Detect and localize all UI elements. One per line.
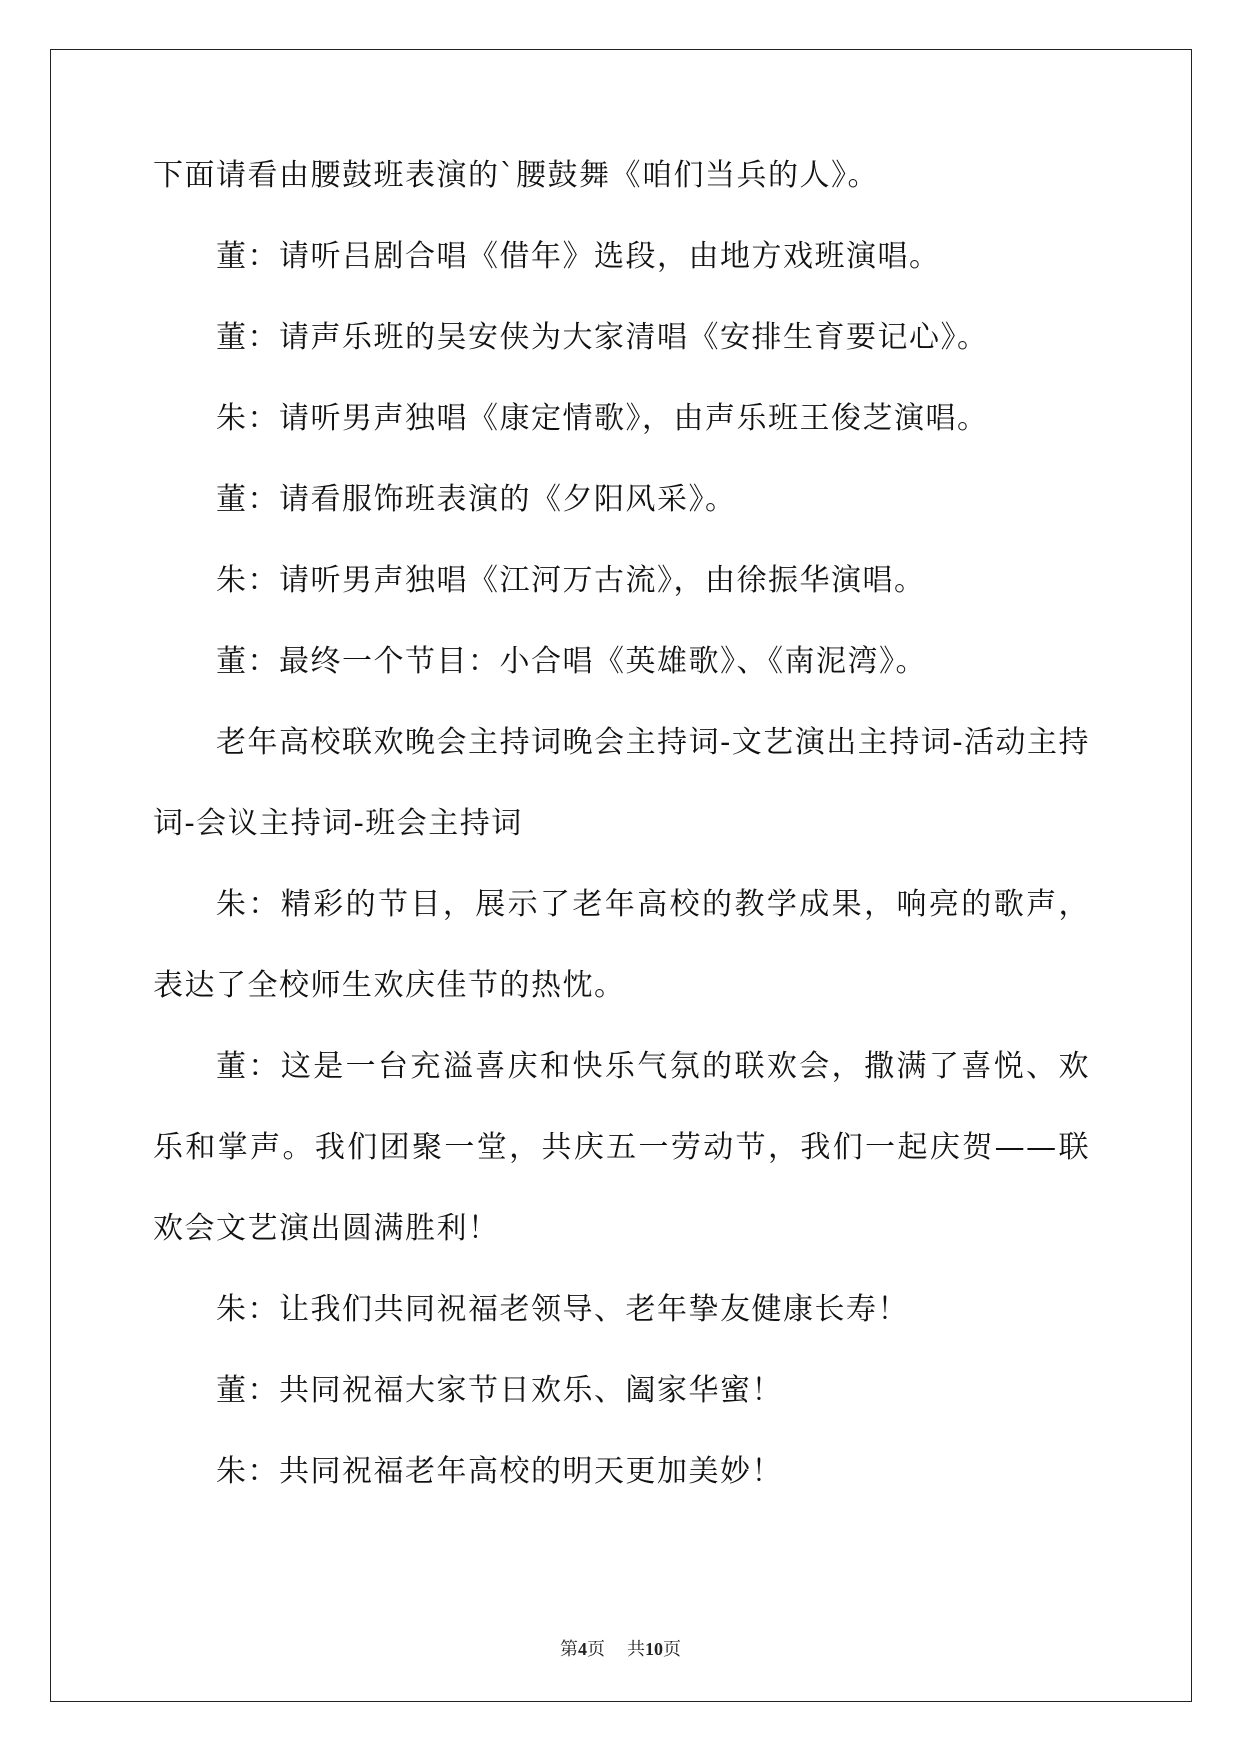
paragraph: 董：请听吕剧合唱《借年》选段，由地方戏班演唱。: [216, 239, 941, 274]
paragraph: 董：请看服饰班表演的《夕阳风采》。: [216, 482, 737, 517]
paragraph: 董：请声乐班的吴安侠为大家清唱《安排生育要记心》。: [216, 320, 989, 355]
paragraph: 董：共同祝福大家节日欢乐、阖家华蜜！: [216, 1373, 783, 1408]
page-number: 4: [578, 1639, 587, 1659]
total-pages: 10: [645, 1639, 663, 1659]
paragraph: 朱：请听男声独唱《康定情歌》，由声乐班王俊芝演唱。: [216, 401, 989, 436]
paragraph: 朱：请听男声独唱《江河万古流》，由徐振华演唱。: [216, 563, 926, 598]
paragraph: 朱：让我们共同祝福老领导、老年挚友健康长寿！: [216, 1292, 909, 1327]
page-footer: [0, 1635, 1241, 1661]
paragraph: 朱：共同祝福老年高校的明天更加美妙！: [216, 1454, 783, 1489]
page-prefix: 第: [560, 1639, 578, 1659]
paragraph: 下面请看由腰鼓班表演的`腰鼓舞《咱们当兵的人》。: [153, 158, 879, 193]
document-body: [153, 158, 1090, 1512]
paragraph: 董：这是一台充溢喜庆和快乐气氛的联欢会，撒满了喜悦、欢乐和掌声。我们团聚一堂，共庆五一劳动节，我们一起庆贺——联欢会文艺演出圆满胜利！: [153, 1049, 1090, 1246]
paragraph: 董：最终一个节目：小合唱《英雄歌》、《南泥湾》。: [216, 644, 927, 679]
paragraph: 朱：精彩的节目，展示了老年高校的教学成果，响亮的歌声，表达了全校师生欢庆佳节的热忱。: [153, 887, 1090, 1003]
total-prefix: 共: [627, 1639, 645, 1659]
total-suffix: 页: [663, 1639, 681, 1659]
paragraph: 老年高校联欢晚会主持词晚会主持词-文艺演出主持词-活动主持词-会议主持词-班会主持词: [153, 725, 1090, 841]
page-suffix: 页: [587, 1639, 605, 1659]
